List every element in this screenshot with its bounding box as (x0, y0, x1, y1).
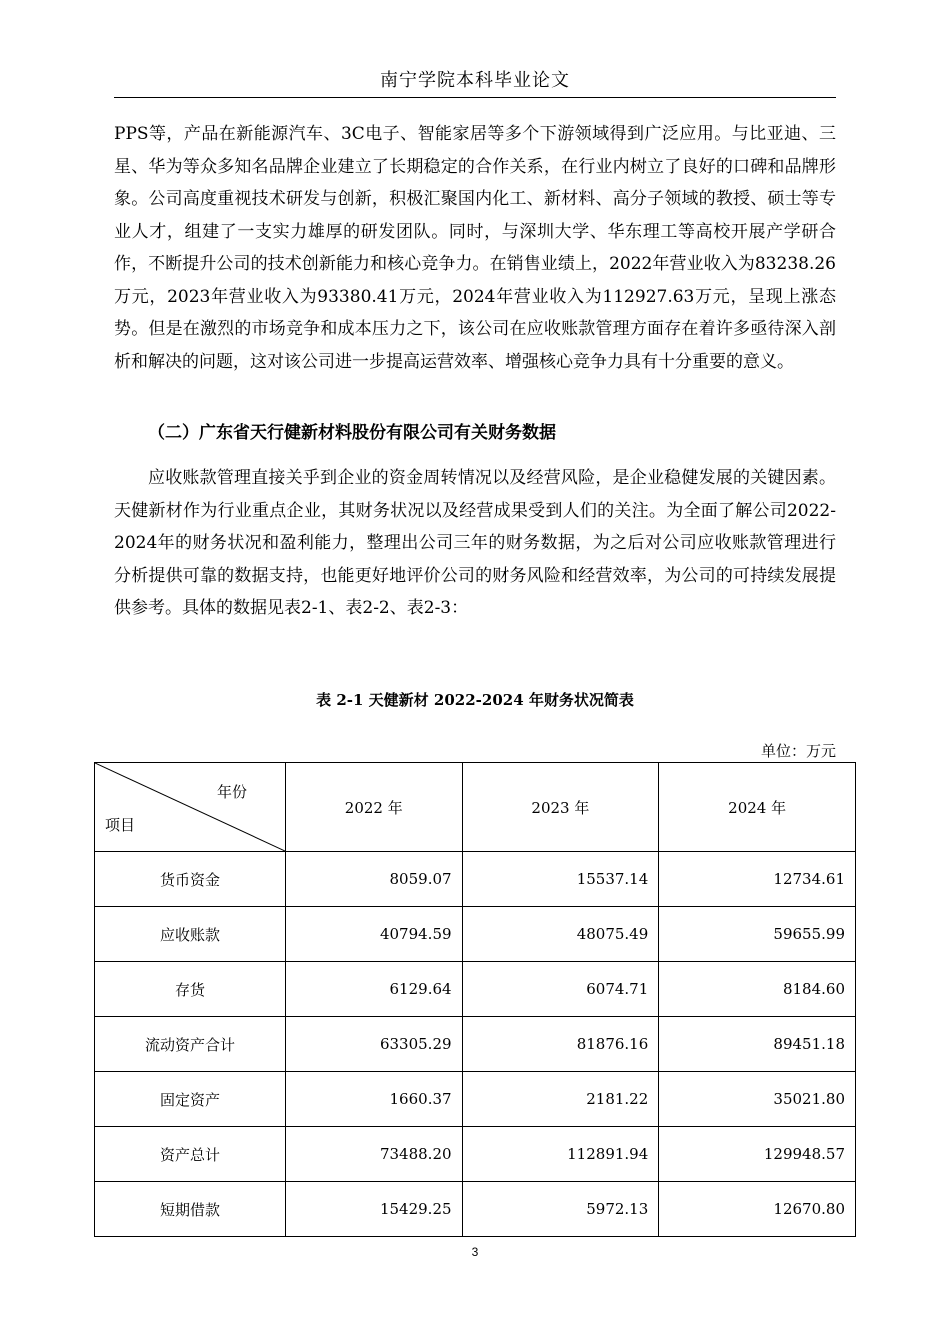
table-row (95, 852, 856, 907)
corner-header-cell (95, 763, 286, 852)
section-heading: （二）广东省天行健新材料股份有限公司有关财务数据 (148, 423, 556, 443)
table-caption: 表 2-1 天健新材 2022-2024 年财务状况简表 (316, 691, 634, 709)
value-cell: 6129.64 (286, 962, 463, 1017)
row-item-label: 存货 (95, 962, 286, 1017)
value-cell: 48075.49 (462, 907, 659, 962)
value-cell: 1660.37 (286, 1072, 463, 1127)
value-cell: 12670.80 (659, 1182, 856, 1237)
value-cell: 15537.14 (462, 852, 659, 907)
value-cell: 15429.25 (286, 1182, 463, 1237)
table-row (95, 1017, 856, 1072)
financial-table (94, 762, 856, 1237)
value-cell: 6074.71 (462, 962, 659, 1017)
value-cell: 59655.99 (659, 907, 856, 962)
value-cell: 2181.22 (462, 1072, 659, 1127)
value-cell: 89451.18 (659, 1017, 856, 1072)
value-cell: 8059.07 (286, 852, 463, 907)
table-row (95, 962, 856, 1017)
header-divider (114, 97, 836, 98)
table-unit: 单位：万元 (760, 742, 836, 760)
row-item-label: 流动资产合计 (95, 1017, 286, 1072)
row-item-label: 资产总计 (95, 1127, 286, 1182)
diagonal-line (95, 763, 285, 851)
value-cell: 12734.61 (659, 852, 856, 907)
value-cell: 112891.94 (462, 1127, 659, 1182)
row-item-label: 短期借款 (95, 1182, 286, 1237)
value-cell: 40794.59 (286, 907, 463, 962)
page-number: 3 (471, 1245, 479, 1259)
table-row (95, 907, 856, 962)
value-cell: 5972.13 (462, 1182, 659, 1237)
row-item-label: 货币资金 (95, 852, 286, 907)
row-item-label: 固定资产 (95, 1072, 286, 1127)
page-header-title: 南宁学院本科毕业论文 (380, 70, 570, 91)
table-row (95, 1072, 856, 1127)
year-header-2023: 2023 年 (462, 763, 659, 852)
table-header-row (95, 763, 856, 852)
body-paragraph-2: 应收账款管理直接关乎到企业的资金周转情况以及经营风险，是企业稳健发展的关键因素。天健新材作为行业重点企业，其财务状况以及经营成果受到人们的关注。为全面了解公司2022-2024年的财务状况和盈利能力，整理出公司三年的财务数据，为之后对公司应收账款管理进行分析提供可靠的数据支持，也能更好地评价公司的财务风险和经营效率，为公司的可持续发展提供参考。具体的数据见表2-1、表2-2、表2-3： (114, 468, 836, 618)
table-row (95, 1127, 856, 1182)
value-cell: 8184.60 (659, 962, 856, 1017)
table-row (95, 1182, 856, 1237)
value-cell: 73488.20 (286, 1127, 463, 1182)
value-cell: 63305.29 (286, 1017, 463, 1072)
corner-year-label: 年份 (216, 783, 247, 801)
value-cell: 129948.57 (659, 1127, 856, 1182)
year-header-2022: 2022 年 (286, 763, 463, 852)
corner-item-label: 项目 (105, 816, 136, 834)
value-cell: 35021.80 (659, 1072, 856, 1127)
row-item-label: 应收账款 (95, 907, 286, 962)
value-cell: 81876.16 (462, 1017, 659, 1072)
body-paragraph-1: PPS等，产品在新能源汽车、3C电子、智能家居等多个下游领域得到广泛应用。与比亚迪、三星、华为等众多知名品牌企业建立了长期稳定的合作关系，在行业内树立了良好的口碑和品牌形象。公司高度重视技术研发与创新，积极汇聚国内化工、新材料、高分子领域的教授、硕士等专业人才，组建了一支实力雄厚的研发团队。同时，与深圳大学、华东理工等高校开展产学研合作，不断提升公司的技术创新能力和核心竞争力。在销售业绩上，2022年营业收入为83238.26万元，2023年营业收入为93380.41万元，2024年营业收入为112927.63万元，呈现上涨态势。但是在激烈的市场竞争和成本压力之下，该公司在应收账款管理方面存在着许多亟待深入剖析和解决的问题，这对该公司进一步提高运营效率、增强核心竞争力具有十分重要的意义。 (114, 124, 836, 372)
year-header-2024: 2024 年 (659, 763, 856, 852)
